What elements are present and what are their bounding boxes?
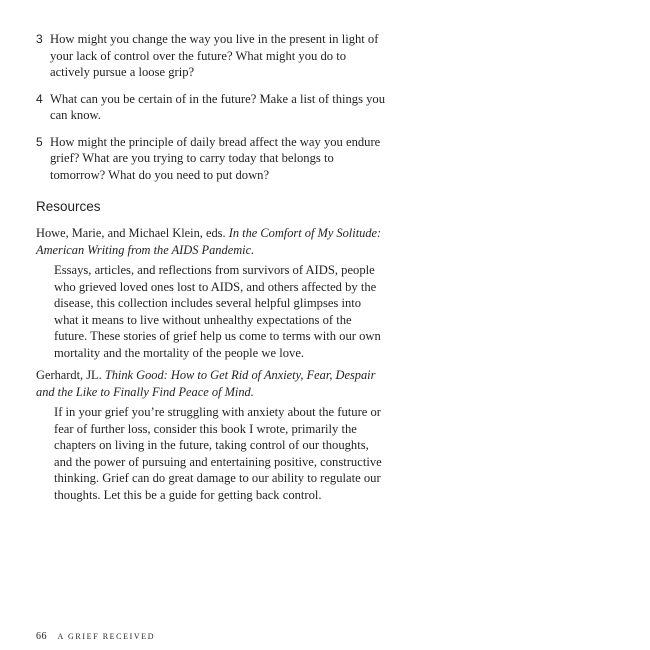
resource-title: Think Good: How to Get Rid of Anxiety, Fear, Despair and the Like to Finally Find Peace of Mind. xyxy=(36,368,376,399)
resource-entry xyxy=(36,225,388,361)
resources-heading: Resources xyxy=(36,199,101,214)
page-number: 66 xyxy=(36,631,47,642)
resource-citation xyxy=(36,225,388,258)
question-text: How might you change the way you live in the present in light of your lack of control over the future? What might you do to actively pursue a loose grip? xyxy=(50,32,379,79)
question-item xyxy=(36,91,386,124)
question-number: 3 xyxy=(36,32,43,46)
question-item xyxy=(36,31,386,81)
question-text: What can you be certain of in the future? Make a list of things you can know. xyxy=(50,91,386,122)
resource-description: Essays, articles, and reflections from survivors of AIDS, people who grieved loved ones lost to AIDS, and others affected by the disease, this collection includes several helpful glimpses into what it means to live without unhealthy expectations of the future. These stories of grief help us come to terms with our own mortality and the mortality of the people we love. xyxy=(54,263,381,360)
resource-description: If in your grief you’re struggling with anxiety about the future or fear of further loss, consider this book I wrote, primarily the chapters on living in the future, taking control of our thoughts, and the power of pursuing and entertaining positive, constructive thinking. Grief can do great damage to our ability to regulate our thoughts. Let this be a guide for getting back control. xyxy=(54,405,382,502)
resource-citation xyxy=(36,367,388,400)
resource-author: Gerhardt, JL. xyxy=(36,368,102,382)
question-number: 5 xyxy=(36,134,43,149)
resource-author: Howe, Marie, and Michael Klein, eds. xyxy=(36,226,226,240)
question-item xyxy=(36,134,386,184)
resources-list xyxy=(36,225,388,509)
discussion-questions xyxy=(36,31,386,193)
question-text: How might the principle of daily bread affect the way you endure grief? What are you trying to carry today that belongs to tomorrow? What do you need to put down? xyxy=(50,134,381,182)
resource-entry xyxy=(36,367,388,503)
question-number: 4 xyxy=(36,91,43,106)
running-head: A GRIEF RECEIVED xyxy=(57,632,156,641)
page-footer xyxy=(36,631,155,643)
resource-title: In the Comfort of My Solitude: American Writing from the AIDS Pandemic. xyxy=(36,226,382,257)
